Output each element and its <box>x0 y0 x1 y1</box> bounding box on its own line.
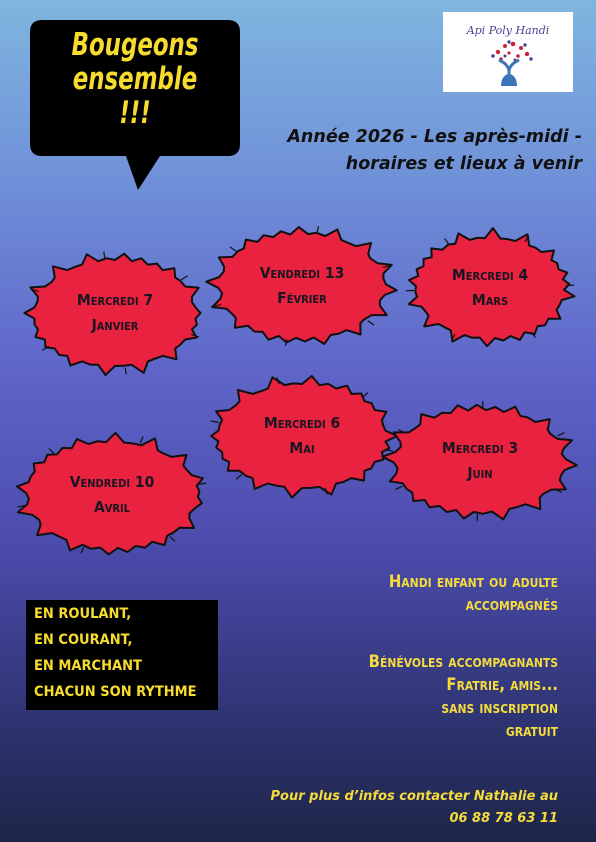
title-line-1: Bougeons <box>71 27 199 63</box>
volunteer-line-1: Bénévoles accompagnants <box>368 652 558 671</box>
date-label <box>20 288 210 338</box>
activity-line-3: EN MARCHANT <box>34 658 142 674</box>
burst-spike <box>445 239 449 245</box>
contact-info <box>271 786 558 830</box>
date-label <box>380 436 580 486</box>
audience-line-1: Handi enfant ou adulte <box>388 572 558 591</box>
date-day: Vendredi 13 <box>259 264 345 282</box>
activity-box <box>26 600 218 710</box>
date-burst-juin <box>380 398 580 524</box>
date-month: Mai <box>289 439 315 457</box>
volunteer-line-4: gratuit <box>505 721 558 740</box>
burst-spike <box>81 547 84 553</box>
date-label <box>204 411 400 461</box>
logo-text: Api Poly Handi <box>466 24 550 37</box>
burst-spike <box>125 368 126 375</box>
activity-line-1: EN ROULANT, <box>34 606 132 622</box>
burst-spike <box>230 247 236 251</box>
date-burst-avril <box>12 430 212 560</box>
date-month: Mars <box>471 291 509 309</box>
title-text <box>49 28 221 130</box>
burst-spike <box>362 393 368 398</box>
title-bubble <box>30 20 240 160</box>
date-burst-mars <box>402 226 578 350</box>
subtitle-line-1: Année 2026 - Les après-midi - <box>287 127 582 147</box>
date-day: Mercredi 7 <box>76 291 154 309</box>
logo <box>443 12 573 92</box>
title-line-2: ensemble <box>72 61 198 97</box>
contact-text: Pour plus d’infos contacter Nathalie au <box>270 789 558 804</box>
date-day: Mercredi 3 <box>441 439 519 457</box>
burst-spike <box>49 449 54 454</box>
burst-spike <box>104 252 105 259</box>
date-month: Avril <box>93 498 131 516</box>
audience-line-2: accompagnés <box>465 595 558 614</box>
volunteer-line-3: sans inscription <box>441 698 558 717</box>
burst-spike <box>396 486 403 489</box>
burst-spike <box>368 321 374 325</box>
date-burst-janvier <box>20 248 210 378</box>
date-label <box>402 263 578 313</box>
burst-spike <box>181 276 188 280</box>
burst-spike <box>317 226 318 233</box>
date-month: Février <box>277 289 327 307</box>
audience-info <box>389 570 558 616</box>
volunteer-info <box>369 650 558 742</box>
activity-line-2: EN COURANT, <box>34 632 133 648</box>
date-day: Vendredi 10 <box>69 473 155 491</box>
activity-line-4: CHACUN SON RYTHME <box>34 684 197 700</box>
date-label <box>204 261 400 311</box>
date-label <box>12 470 212 520</box>
volunteer-line-2: Fratrie, amis... <box>446 675 558 694</box>
date-month: Juin <box>467 464 493 482</box>
burst-spike <box>236 475 242 480</box>
date-burst-mai <box>204 372 400 500</box>
date-burst-fevrier <box>204 222 400 350</box>
subtitle-line-2: horaires et lieux à venir <box>345 154 582 174</box>
contact-phone: 06 88 78 63 11 <box>449 811 558 826</box>
title-line-3: !!! <box>119 95 151 131</box>
burst-spike <box>140 437 143 443</box>
subtitle <box>287 124 582 178</box>
date-day: Mercredi 4 <box>451 266 529 284</box>
date-month: Janvier <box>91 316 139 334</box>
burst-spike <box>170 536 175 541</box>
date-day: Mercredi 6 <box>263 414 341 432</box>
